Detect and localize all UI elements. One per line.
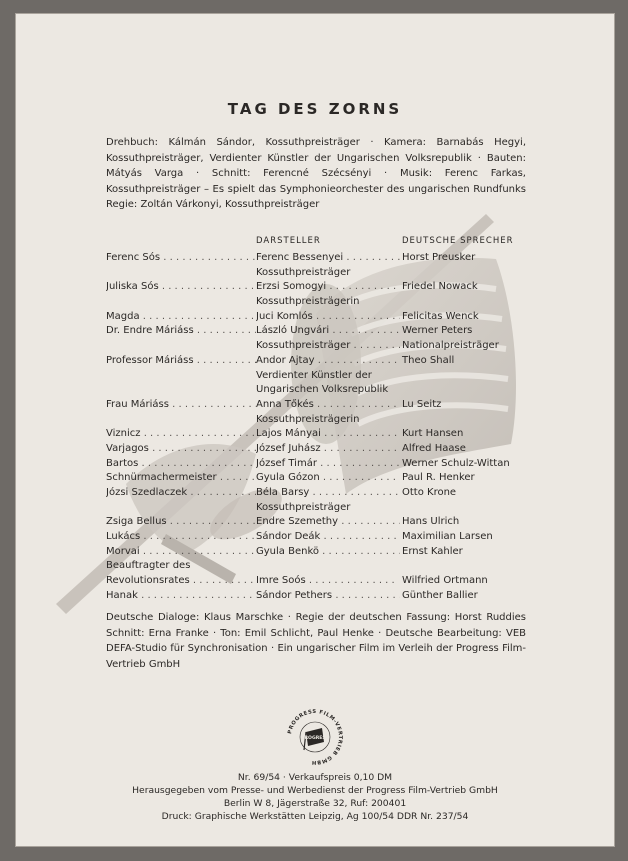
cast-header [106,236,536,251]
cast-rows [106,251,536,604]
crew-credits: Drehbuch: Kálmán Sándor, Kossuthpreisträger · Kamera: Barnabás Hegyi, Kossuthpreisträger, Verdienter Künstler der Ungarischen Volksrepublik · Bauten: Mátyás Varga · Schnitt: Ferencné Szécsényi · Musik: Ferenc Farkas, Kossuthpreisträger – Es spielt das Symphonieorchester des ungarischen Rundfunks Regie: Zoltán Várkonyi, Kossuthpreisträger [106,137,526,210]
german-credits: Deutsche Dialoge: Klaus Marschke · Regie der deutschen Fassung: Horst Ruddies Schnitt: Erna Franke · Ton: Emil Schlicht, Paul Henke · Deutsche Bearbeitung: VEB DEFA-Studio für Synchronisation · Ein ungarischer Film im Verleih der Progress Film-Vertrieb GmbH [106,612,526,670]
cast-list [106,236,536,604]
actor-name: Imre Soós . . . [256,574,400,589]
cast-row [106,427,536,442]
progress-film-logo [284,706,346,768]
voice-actor-name: Lu Seitz [402,398,442,410]
actor-name: Erzsi Somogyi . . . [256,280,400,295]
publisher-footer [16,771,614,823]
actor-name: Sándor Pethers . . . [256,589,400,604]
actor-name: Ungarischen Volksrepublik [256,384,389,396]
cast-row [106,471,536,486]
actor-name: Kossuthpreisträger [256,501,351,513]
actor-name: Verdienter Künstler der [256,369,372,381]
footer-line: Nr. 69/54 · Verkaufspreis 0,10 DM [237,772,393,783]
character-name: Morvai . . . [106,545,256,560]
cast-row [106,559,536,574]
character-name: Hanak . . . [106,589,256,604]
cast-row [106,457,536,472]
program-sheet [16,14,614,846]
character-name: Viznicz . . . [106,427,256,442]
actor-name: Ferenc Bessenyei . . . [256,251,400,266]
actor-name: Kossuthpreisträgerin [256,296,360,308]
voice-actor-name: Felicitas Wenck [402,310,479,322]
character-name: Schnürmachermeister . . . [106,471,256,486]
character-name: Frau Máriáss . . . [106,398,256,413]
character-name: Zsiga Bellus . . . [106,515,256,530]
footer-line: Druck: Graphische Werkstätten Leipzig, Ag 100/54 DDR Nr. 237/54 [161,811,469,822]
actor-name: Gyula Gózon . . . [256,471,400,486]
actor-name: Béla Barsy . . . [256,486,400,501]
actor-name: Kossuthpreisträgerin [256,413,360,425]
voice-actor-name: Ernst Kahler [402,545,463,557]
character-name: Bartos . . . [106,457,256,472]
cast-row [106,545,536,560]
cast-row [106,413,536,428]
cast-row [106,295,536,310]
voice-actor-name: Theo Shall [402,354,455,366]
voice-actor-name: Nationalpreisträger [402,340,499,352]
character-name: Beauftragter des [106,560,191,572]
cast-row [106,501,536,516]
voice-actor-name: Otto Krone [402,487,457,498]
voice-actor-name: Paul R. Henker [402,472,475,484]
voice-actor-name: Werner Schulz-Wittan [402,457,510,469]
voices-heading: DEUTSCHE SPRECHER [402,236,514,246]
cast-row [106,442,536,457]
actor-name: Juci Komlós . . . [256,310,400,325]
character-name: Magda . . . [106,310,256,325]
cast-row [106,339,536,354]
character-name: Professor Máriáss . . . [106,354,256,369]
cast-row [106,251,536,266]
cast-row [106,383,536,398]
character-name: Dr. Endre Máriáss . . . [106,324,256,339]
footer-line: Herausgegeben vom Presse- und Werbedienst der Progress Film-Vertrieb GmbH [132,785,498,796]
actor-name: Sándor Deák . . . [256,530,400,545]
voice-actor-name: Alfred Haase [402,442,466,454]
actor-name: Anna Tőkés . . . [256,398,400,413]
character-name: Józsi Szedlaczek . . . [106,486,256,501]
actor-name: Lajos Mányai . . . [256,427,400,442]
voice-actor-name: Werner Peters [402,325,473,337]
cast-row [106,515,536,530]
cast-row [106,398,536,413]
actor-name: Andor Ajtay . . . [256,354,400,369]
film-title: TAG DES ZORNS [227,100,403,118]
voice-actor-name: Horst Preusker [402,252,476,263]
character-name: Varjagos . . . [106,442,256,457]
cast-row [106,530,536,545]
character-name: Revolutionsrates . . . [106,574,256,589]
cast-row [106,280,536,295]
cast-row [106,266,536,281]
cast-row [106,369,536,384]
character-name: Juliska Sós . . . [106,280,256,295]
actor-name: Kossuthpreisträger [256,266,351,278]
actor-name: József Timár . . . [256,457,400,472]
actor-name: Kossuthpreisträger . . . [256,339,400,354]
voice-actor-name: Hans Ulrich [402,516,460,528]
cast-row [106,354,536,369]
cast-row [106,324,536,339]
cast-row [106,310,536,325]
cast-row [106,574,536,589]
voice-actor-name: Kurt Hansen [402,428,464,440]
actor-name: József Juhász . . . [256,442,400,457]
actor-name: László Ungvári . . . [256,324,400,339]
voice-actor-name: Friedel Nowack [402,281,478,293]
actors-heading: DARSTELLER [256,236,321,246]
voice-actor-name: Wilfried Ortmann [402,575,488,587]
actor-name: Gyula Benkö . . . [256,545,400,560]
logo-ring-text: PROGRESS FILM-VERTRIEB GMBH [287,708,344,766]
logo-center-text: PROGRESS [301,736,329,741]
voice-actor-name: Günther Ballier [402,589,478,601]
character-name: Lukács . . . [106,530,256,545]
actor-name: Endre Szemethy . . . [256,515,400,530]
cast-row [106,486,536,501]
voice-actor-name: Maximilian Larsen [402,531,493,543]
character-name: Ferenc Sós . . . [106,251,256,266]
cast-row [106,589,536,604]
footer-line: Berlin W 8, Jägerstraße 32, Ruf: 200401 [223,798,407,809]
